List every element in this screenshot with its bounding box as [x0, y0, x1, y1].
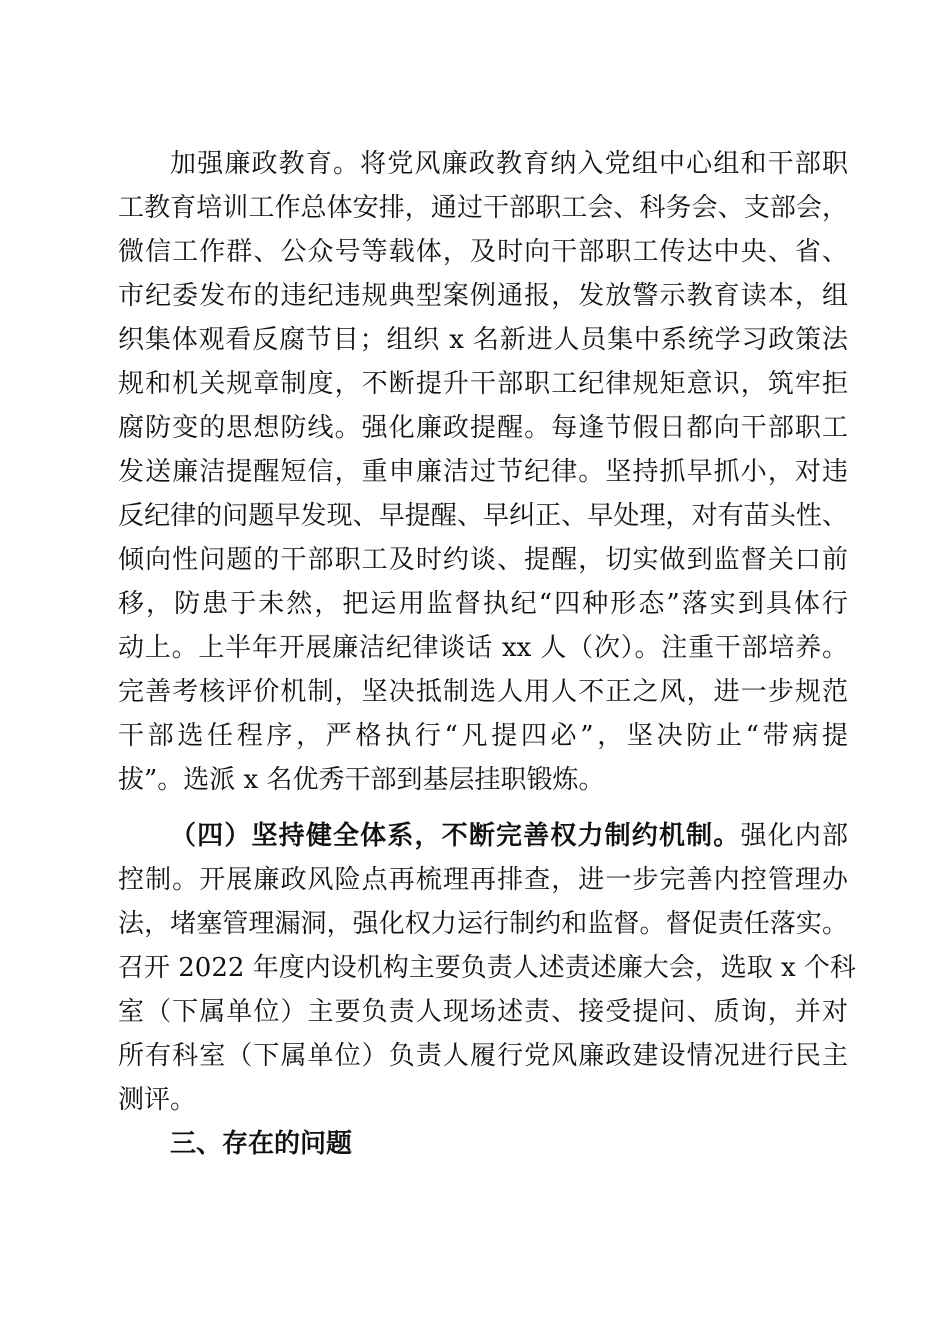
paragraph-line: 倾向性问题的干部职工及时约谈、提醒，切实做到监督关口前 — [118, 545, 848, 575]
paragraph-line: 织集体观看反腐节目；组织 x 名新进人员集中系统学习政策法 — [118, 325, 848, 355]
paragraph-line: 所有科室（下属单位）负责人履行党风廉政建设情况进行民主 — [118, 1041, 848, 1071]
section-subheading: （四）坚持健全体系，不断完善权力制约机制。 — [170, 821, 741, 851]
paragraph-line: 召开 2022 年度内设机构主要负责人述责述廉大会，选取 x 个科 — [118, 953, 856, 983]
paragraph-text: 强化内部 — [740, 821, 848, 851]
paragraph-line: 移，防患于未然，把运用监督执纪“四种形态”落实到具体行 — [118, 589, 848, 619]
paragraph-line: 测评。 — [118, 1085, 197, 1115]
section-heading: 三、存在的问题 — [170, 1129, 353, 1159]
paragraph-line: 反纪律的问题早发现、早提醒、早纠正、早处理，对有苗头性、 — [118, 501, 848, 531]
paragraph-line: 干部选任程序，严格执行“凡提四必”，坚决防止“带病提 — [118, 721, 848, 751]
paragraph-line: 动上。上半年开展廉洁纪律谈话 xx 人（次）。注重干部培养。 — [118, 633, 848, 663]
paragraph-line: 腐防变的思想防线。强化廉政提醒。每逢节假日都向干部职工 — [118, 413, 848, 443]
paragraph-line: 室（下属单位）主要负责人现场述责、接受提问、质询，并对 — [118, 997, 848, 1027]
paragraph-line: 市纪委发布的违纪违规典型案例通报，发放警示教育读本，组 — [118, 281, 848, 311]
paragraph-line: 拔”。选派 x 名优秀干部到基层挂职锻炼。 — [118, 765, 605, 795]
paragraph-line: 规和机关规章制度，不断提升干部职工纪律规矩意识，筑牢拒 — [118, 369, 848, 399]
paragraph-line: 微信工作群、公众号等载体，及时向干部职工传达中央、省、 — [118, 237, 848, 267]
paragraph-line: 完善考核评价机制，坚决抵制选人用人不正之风，进一步规范 — [118, 677, 848, 707]
paragraph-first-line — [170, 814, 848, 858]
paragraph-line: 控制。开展廉政风险点再梳理再排查，进一步完善内控管理办 — [118, 865, 848, 895]
paragraph-line: 加强廉政教育。将党风廉政教育纳入党组中心组和干部职 — [170, 149, 848, 179]
paragraph-line: 发送廉洁提醒短信，重申廉洁过节纪律。坚持抓早抓小，对违 — [118, 457, 848, 487]
paragraph-line: 工教育培训工作总体安排，通过干部职工会、科务会、支部会， — [118, 193, 848, 223]
paragraph-line: 法，堵塞管理漏洞，强化权力运行制约和监督。督促责任落实。 — [118, 909, 848, 939]
